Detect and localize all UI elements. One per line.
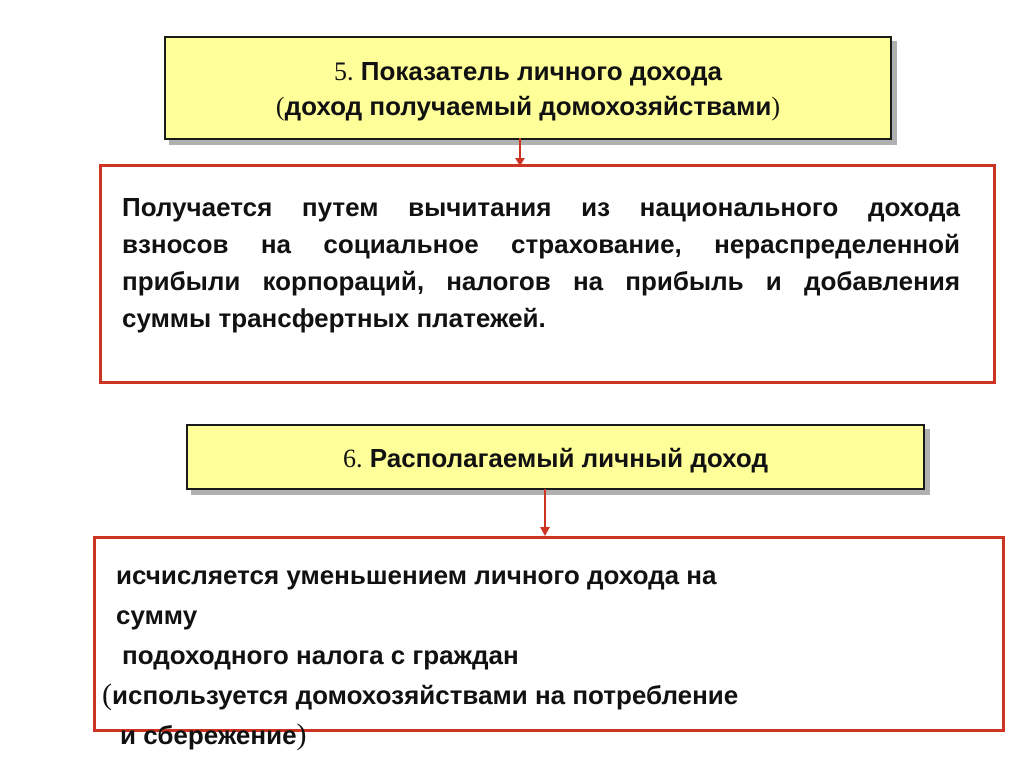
description-line: (используется домохозяйствами на потребление [102,678,739,711]
personal-income-title-line [166,54,890,89]
disposable-income-description-text [102,555,996,755]
description-line: подоходного налога с граждан [122,640,519,670]
description-line: сумму [116,600,198,630]
personal-income-header [164,36,892,140]
description-line: и сбережение) [120,718,307,751]
open-paren: ( [102,678,112,711]
disposable-income-description [93,536,1005,751]
subtitle-close-paren: ) [771,92,781,121]
personal-income-subtitle-line [166,89,890,124]
personal-income-description-text: Получается путем вычитания из национального дохода взносов на социальное страхование, нераспределенной прибыли корпораций, налогов на прибыль и добавления суммы трансфертных платежей. [122,192,960,333]
disposable-income-title: Располагаемый личный доход [369,443,768,473]
item-number-6: 6. [343,444,363,473]
item-number-5: 5. [334,57,354,86]
close-paren: ) [296,718,307,751]
description-line: исчисляется уменьшением личного дохода на [116,560,717,590]
personal-income-description [99,164,996,384]
personal-income-subtitle: доход получаемый домохозяйствами [284,91,772,121]
disposable-income-header [186,424,925,490]
arrow-down-icon [537,489,553,537]
personal-income-title: Показатель личного дохода [360,56,722,86]
subtitle-open-paren: ( [275,92,285,121]
